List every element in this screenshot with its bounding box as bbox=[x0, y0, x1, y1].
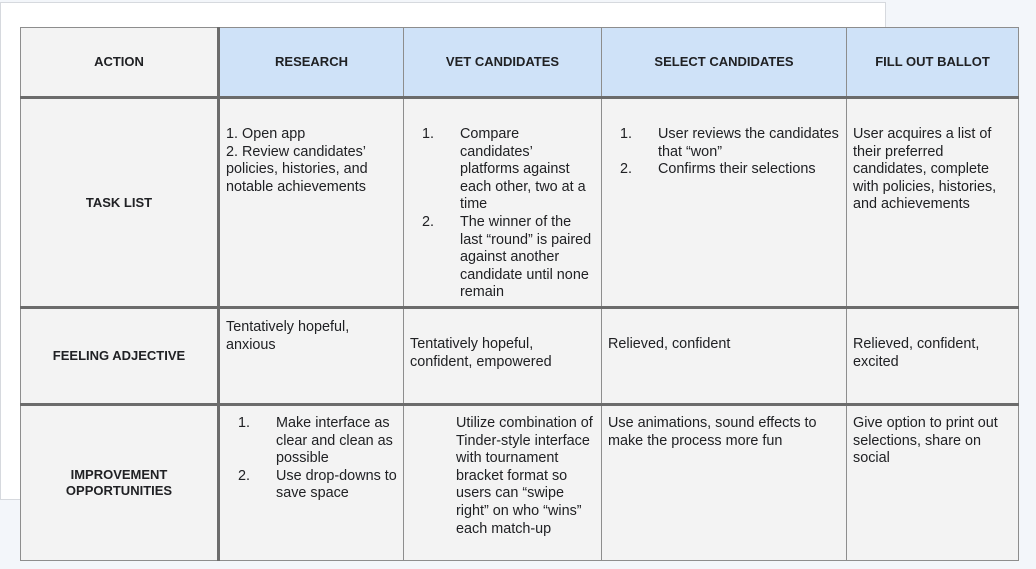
list-number: 1. bbox=[238, 415, 251, 431]
feeling-research-text: Tentatively hopeful, anxious bbox=[226, 319, 350, 353]
improvement-label: IMPROVEMENT OPPORTUNITIES bbox=[65, 467, 173, 498]
list-text: Confirms their selections bbox=[658, 161, 816, 178]
list-number: 2. bbox=[620, 161, 633, 178]
header-fill-out-ballot bbox=[847, 28, 1019, 98]
journey-map-table bbox=[20, 27, 1019, 561]
header-research bbox=[219, 28, 404, 98]
list-item bbox=[226, 415, 397, 468]
task-select-list bbox=[608, 126, 840, 179]
list-number: 1. bbox=[620, 126, 633, 142]
list-item bbox=[410, 126, 595, 214]
list-number: 1. bbox=[422, 126, 435, 142]
row-label-feeling bbox=[21, 308, 219, 405]
feeling-fill-text: Relieved, confident, excited bbox=[853, 336, 980, 370]
header-select-label: SELECT CANDIDATES bbox=[654, 54, 794, 70]
cell-task-fill bbox=[847, 98, 1019, 308]
feeling-label: FEELING ADJECTIVE bbox=[52, 348, 186, 363]
task-vet-list bbox=[410, 126, 595, 302]
list-item bbox=[608, 161, 840, 179]
cell-feeling-research bbox=[219, 308, 404, 405]
cell-task-select bbox=[602, 98, 847, 308]
cell-feeling-fill bbox=[847, 308, 1019, 405]
header-research-label: RESEARCH bbox=[275, 54, 348, 70]
list-item bbox=[226, 468, 397, 503]
task-list-label: TASK LIST bbox=[85, 194, 153, 210]
improvement-research-list bbox=[226, 415, 397, 503]
list-item bbox=[410, 214, 595, 302]
feeling-vet-text: Tentatively hopeful, confident, empowered bbox=[410, 336, 552, 370]
list-text: The winner of the last “round” is paired against another candidate until none remain bbox=[460, 213, 592, 301]
list-text: Compare candidates’ platforms against each other, two at a time bbox=[460, 126, 586, 213]
list-number: 2. bbox=[422, 213, 435, 230]
row-label-improvement bbox=[21, 405, 219, 561]
header-select-candidates bbox=[602, 28, 847, 98]
header-action bbox=[21, 28, 219, 98]
feeling-select-text: Relieved, confident bbox=[608, 336, 731, 352]
improvement-select-text: Use animations, sound effects to make the process more fun bbox=[608, 415, 817, 449]
cell-improvement-vet bbox=[404, 405, 602, 561]
cell-improvement-research bbox=[219, 405, 404, 561]
cell-feeling-select bbox=[602, 308, 847, 405]
list-item bbox=[608, 126, 840, 161]
improvement-fill-text: Give option to print out selections, share on social bbox=[853, 415, 998, 467]
header-vet-candidates bbox=[404, 28, 602, 98]
header-action-label: ACTION bbox=[94, 54, 144, 70]
list-text: Use drop-downs to save space bbox=[276, 467, 397, 502]
task-research-text: 1. Open app 2. Review candidates’ policies, histories, and notable achievements bbox=[226, 126, 368, 195]
task-fill-text: User acquires a list of their preferred candidates, complete with policies, histories, and achievements bbox=[853, 126, 997, 213]
cell-task-research bbox=[219, 98, 404, 308]
header-vet-label: VET CANDIDATES bbox=[445, 54, 560, 70]
cell-improvement-select bbox=[602, 405, 847, 561]
list-text: Make interface as clear and clean as possible bbox=[276, 415, 393, 467]
improvement-vet-text: Utilize combination of Tinder-style interface with tournament bracket format so users can “swipe right” on who “wins” each match-up bbox=[456, 415, 593, 537]
header-fill-label: FILL OUT BALLOT bbox=[875, 54, 990, 70]
cell-feeling-vet bbox=[404, 308, 602, 405]
row-label-task-list bbox=[21, 98, 219, 308]
cell-task-vet bbox=[404, 98, 602, 308]
cell-improvement-fill bbox=[847, 405, 1019, 561]
list-number: 2. bbox=[238, 467, 251, 484]
list-text: User reviews the candidates that “won” bbox=[658, 126, 839, 160]
